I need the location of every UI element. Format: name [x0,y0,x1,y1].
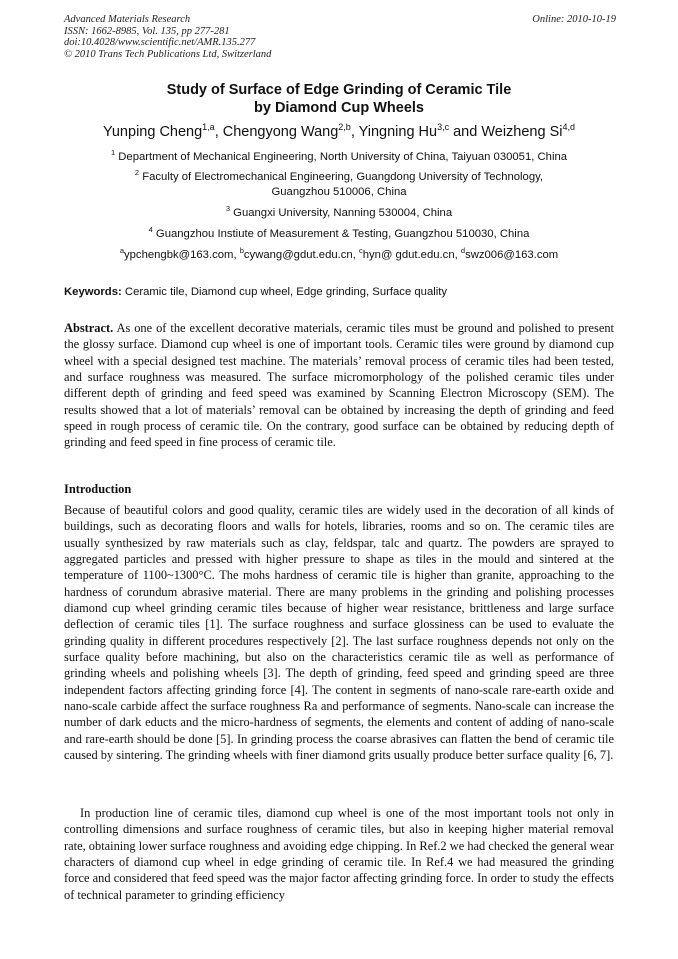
author-affil-mark: 4,d [562,122,575,132]
affiliation-4 [64,227,614,242]
online-date: Online: 2010-10-19 [532,14,616,25]
author-name: Chengyong Wang [222,124,339,140]
copyright-line: © 2010 Trans Tech Publications Ltd, Switzerland [64,48,272,60]
keywords-label: Keywords: [64,286,122,298]
introduction-paragraph-1: Because of beautiful colors and good quality, ceramic tiles are widely used in the decoration of all kinds of buildings, such as decorating floors and walls for hotels, libraries, rooms and so on. The ceramic tiles are usually synthesized by raw materials such as clay, feldspar, talc and quartz. The powders are sprayed to aggregated particles and pressed with higher pressure to shape as tiles in the mould and sintered at the temperature of 1100~1300°C. The mohs hardness of ceramic tile is higher than granite, approaching to the hardness of corundum abrasive material. There are many problems in the grinding and polishing processes diamond cup wheel grinding ceramic tiles because of higher wear resistance, brittleness and large surface deflection of ceramic tiles [1]. The surface roughness and surface glossiness can be used to evaluate the grinding quality in different procedures respectively [2]. The last surface roughness depends not only on the surface quality before machining, but also on the characteristics ceramic tile as well as performance of grinding wheels and polishing wheels [3]. The depth of grinding, feed speed and grinding speed are three independent factors affecting grinding force [4]. The content in segments of nano-scale rare-earth oxide and nano-scale carbide affect the surface roughness Ra and performance of segments. Nano-scale can increase the number of dark educts and the micro-hardness of segments, the elements and content of adding of nano-scale and rare-earth should be done [5]. In grinding process the coarse abrasives can flatten the bend of ceramic tile caused by sintering. The grinding wheels with finer diamond grits usually produce better surface quality [6, 7]. [64,503,614,763]
affiliation-number: 1 [110,148,116,157]
affiliation-number: 4 [148,225,153,234]
affiliation-text: Guangzhou 510006, China [271,186,407,198]
affiliation-2 [64,170,614,200]
author-separator: , [350,124,359,140]
abstract-label: Abstract. [64,321,114,335]
email-mark: a [119,246,124,255]
author-name: Yunping Cheng [103,124,203,140]
issn-line: ISSN: 1662-8985, Vol. 135, pp 277-281 [64,25,230,37]
affiliation-text: Guangzhou Instiute of Measurement & Testing, Guangzhou 510030, China [152,228,530,240]
journal-name: Advanced Materials Research [64,14,191,25]
affiliation-3 [64,206,614,221]
author-separator: , [214,124,223,140]
email-list [64,248,614,263]
email-address: ypchengbk@163.com, [124,249,240,261]
keywords [64,285,616,299]
email-address: cywang@gdut.edu.cn, [243,249,359,261]
section-heading-introduction: Introduction [64,482,132,496]
keywords-text: Ceramic tile, Diamond cup wheel, Edge grinding, Surface quality [121,286,448,298]
affiliation-text: Faculty of Electromechanical Engineering, Guangdong University of Technology, [139,171,544,183]
email-address: hyn@ gdut.edu.cn, [362,249,461,261]
email-mark: d [460,246,466,255]
email-mark: c [358,246,363,255]
title-line-1: Study of Surface of Edge Grinding of Ceramic Tile [166,82,512,98]
journal-header [64,14,616,60]
author-name: Yingning Hu [358,124,438,140]
author-affil-mark: 3,c [437,122,450,132]
affiliation-number: 3 [225,204,231,213]
affiliation-1 [64,150,614,165]
author-affil-mark: 2,b [338,122,351,132]
email-address: swz006@163.com [465,249,559,261]
introduction-paragraph-2: In production line of ceramic tiles, diamond cup wheel is one of the most important tools not only in controlling dimensions and surface roughness of ceramic tiles, but also in keeping higher material removal rate, obtaining lower surface roughness and avoiding edge chipping. In Ref.2 we had checked the general wear characters of diamond cup wheel in edge grinding of ceramic tile. In Ref.4 we had measured the grinding force and considered that feed speed was the major factor affecting grinding force. In order to study the effects of technical parameter to grinding efficiency [64,806,614,902]
affiliation-text: Department of Mechanical Engineering, North University of China, Taiyuan 030051, China [115,151,568,163]
abstract-text: As one of the excellent decorative materials, ceramic tiles must be ground and polished to present the glossy surface. Diamond cup wheel is one of important tools. Ceramic tiles were ground by diamond cup wheel with a special designed test machine. The materials’ removal process of ceramic tiles had been tested, and surface roughness was measured. The surface micromorphology of the polished ceramic tiles under different depth of grinding and feed speed was examined by Scanning Electron Microscopy (SEM). The results showed that a lot of materials’ removal can be obtained by increasing the depth of grinding and feed speed in rough process of ceramic tile. On the contrary, good surface can be obtained by reducing depth of grinding and feed speed in fine process of ceramic tile. [64,321,614,450]
affiliation-number: 2 [134,168,140,177]
abstract [64,320,614,451]
affiliation-text: Guangxi University, Nanning 530004, China [230,207,453,219]
author-name: Weizheng Si [481,124,563,140]
author-separator: and [449,124,482,140]
doi-line: doi:10.4028/www.scientific.net/AMR.135.277 [64,37,256,48]
author-affil-mark: 1,a [202,122,215,132]
title-line-2: by Diamond Cup Wheels [254,100,424,116]
author-list [64,123,614,141]
email-mark: b [239,246,244,255]
paper-title [64,81,614,117]
